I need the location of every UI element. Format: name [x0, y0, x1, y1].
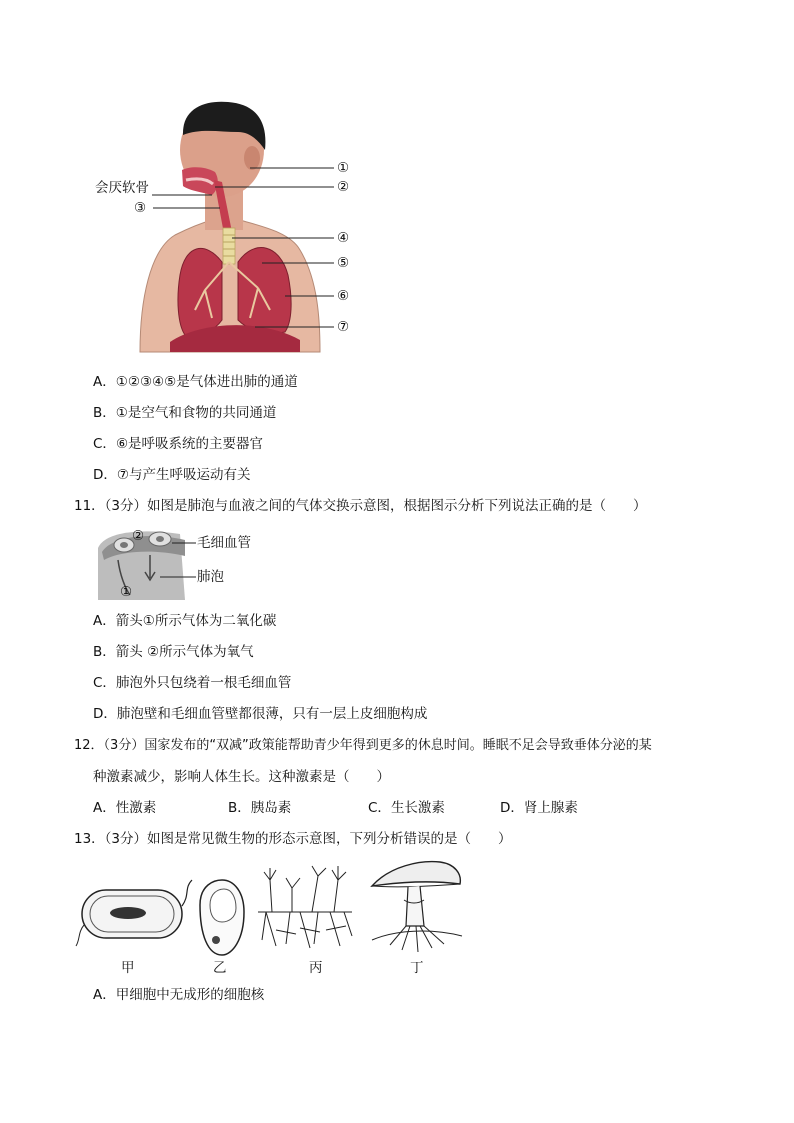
option-letter: B．: [228, 800, 251, 816]
option-text: 肺泡壁和毛细血管壁都很薄，只有一层上皮细胞构成: [116, 706, 428, 722]
marker-4: ④: [337, 230, 350, 246]
label-jia: 甲: [121, 960, 135, 976]
label-alveolus: 肺泡: [197, 569, 224, 585]
option-text: 箭头 ②所示气体为氧气: [115, 644, 254, 660]
label-epiglottis: 会厌软骨: [95, 180, 149, 196]
marker-7: ⑦: [337, 319, 350, 335]
marker-3: ③: [134, 200, 147, 216]
option-letter: A．: [93, 374, 116, 390]
option-letter: C．: [93, 436, 116, 452]
yeast-drawing: [200, 880, 244, 955]
q12-stem-line1: 12．（3分）国家发布的“双减”政策能帮助青少年得到更多的休息时间。睡眠不足会导致垂体分泌的某: [74, 738, 652, 753]
option-letter: D．: [93, 467, 117, 483]
q11-stem: 11．（3分）如图是肺泡与血液之间的气体交换示意图，根据图示分析下列说法正确的是（ ）: [74, 498, 647, 514]
mushroom-drawing: [372, 862, 462, 952]
option-letter: D．: [500, 800, 524, 816]
option-letter: A．: [93, 987, 116, 1003]
marker-5: ⑤: [337, 255, 350, 271]
option-letter: B．: [93, 405, 116, 421]
label-bing: 丙: [309, 960, 323, 976]
option-text: 性激素: [115, 800, 157, 816]
label-capillary: 毛细血管: [197, 535, 251, 551]
option-text: 胰岛素: [250, 800, 292, 816]
option-letter: C．: [368, 800, 391, 816]
option-letter: D．: [93, 706, 117, 722]
marker-1: ①: [120, 584, 133, 600]
marker-6: ⑥: [337, 288, 350, 304]
marker-2: ②: [337, 179, 350, 195]
option-text: ⑦与产生呼吸运动有关: [116, 467, 251, 483]
option-text: ①②③④⑤是气体进出肺的通道: [115, 374, 298, 390]
mold-drawing: [258, 866, 352, 948]
q12-stem-line2: 种激素减少，影响人体生长。这种激素是（ ）: [93, 769, 390, 785]
q13-stem: 13．（3分）如图是常见微生物的形态示意图，下列分析错误的是（ ）: [74, 831, 512, 847]
option-text: ⑥是呼吸系统的主要器官: [115, 436, 264, 452]
label-ding: 丁: [410, 960, 424, 976]
q13-option-a[interactable]: [93, 986, 264, 1004]
option-text: 甲细胞中无成形的细胞核: [115, 987, 265, 1003]
marker-2: ②: [132, 528, 145, 544]
option-text: 肺泡外只包绕着一根毛细血管: [115, 675, 292, 691]
option-letter: C．: [93, 675, 116, 691]
option-text: ①是空气和食物的共同通道: [115, 405, 277, 421]
marker-1: ①: [337, 160, 350, 176]
label-yi: 乙: [213, 960, 227, 976]
option-letter: A．: [93, 800, 116, 816]
bacterium-drawing: [76, 880, 192, 946]
option-text: 肾上腺素: [523, 800, 578, 816]
option-letter: B．: [93, 644, 116, 660]
option-text: 箭头①所示气体为二氧化碳: [115, 613, 277, 629]
option-letter: A．: [93, 613, 116, 629]
option-text: 生长激素: [390, 800, 445, 816]
